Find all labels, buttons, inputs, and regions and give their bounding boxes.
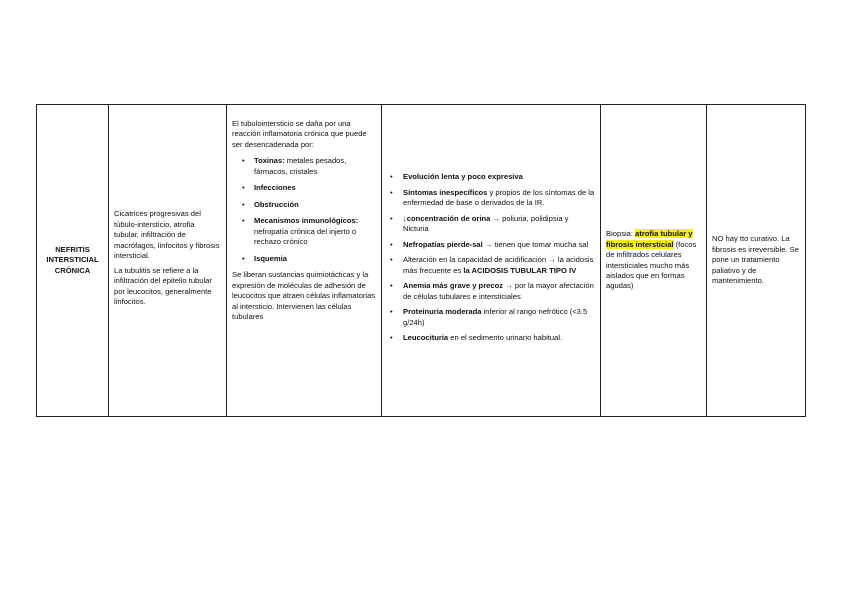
- trigger-item-ischemia: • Isquemia: [240, 254, 376, 264]
- treatment-text: NO hay tto curativo. La fibrosis es irreversible. Se pone un tratamiento paliativo y de mantenimiento.: [712, 234, 799, 286]
- disease-title-cell: [37, 105, 109, 417]
- clinical-item: • Leucocituria en el sedimento urinario habitual.: [387, 333, 595, 343]
- trigger-list: [240, 156, 376, 264]
- definition-paragraph-1: Cicatrices progresivas del túbulo-intersticio, atrofia tubular, infiltración de macrófagos, linfocitos y fibrosis intersticial.: [114, 209, 220, 261]
- clinical-item: • Anemia más grave y precoz → por la mayor afectación de células tubulares e intersticiales: [387, 281, 595, 302]
- clinical-item: • Evolución lenta y poco expresiva: [387, 172, 595, 182]
- clinical-item: • Proteinuria moderada inferior al rango nefrótico (<3.5 g/24h): [387, 307, 595, 328]
- definition-paragraph-2: La tubulitis se refiere a la infiltración del epitelio tubular por leucocitos, generalmente linfocitos.: [114, 265, 212, 307]
- diagnosis-highlight: atrofia tubular y fibrosis intersticial: [606, 229, 693, 249]
- clinical-item: • Alteración en la capacidad de acidificación → la acidosis más frecuente es la ACIDOSIS TUBULAR TIPO IV: [387, 255, 595, 276]
- mechanism-cell: [227, 105, 382, 417]
- mechanism-intro: El tubulointersticio se daña por una reacción inflamatoria crónica que puede ser desencadenada por:: [232, 119, 367, 149]
- trigger-item-infections: • Infecciones: [240, 183, 376, 193]
- diagnosis-cell: [601, 105, 707, 417]
- disease-title: NEFRITIS INTERSTICIAL CRÓNICA: [46, 244, 99, 275]
- diagnosis-prefix: Biopsia:: [606, 229, 636, 239]
- diagnosis-detail: (focos de infiltrados celulares intersticiales mucho más aislados que en formas agudas): [606, 239, 697, 291]
- trigger-item-obstruction: • Obstrucción: [240, 200, 376, 210]
- clinical-list: [387, 172, 595, 343]
- trigger-item-immune: • Mecanismos inmunológicos: nefropatía crónica del injerto o rechazo crónico: [240, 216, 376, 247]
- treatment-cell: [707, 105, 806, 417]
- trigger-item-toxins: • Toxinas: metales pesados, fármacos, cristales: [240, 156, 376, 177]
- clinical-item: • Nefropatías pierde-sal → tienen que tomar mucha sal: [387, 240, 595, 250]
- table-row: [37, 105, 806, 417]
- mechanism-outro: Se liberan sustancias quimiotácticas y la expresión de moléculas de adhesión de leucocitos que atraen células inflamatorias al intersticio. Intervienen las células tubulares: [232, 270, 376, 322]
- clinical-item: • ↓concentración de orina → poliuria, polidipsia y Nicturia: [387, 214, 595, 235]
- clinical-item: • Síntomas inespecíficos y propios de los síntomas de la enfermedad de base o derivados de la IR.: [387, 188, 595, 209]
- clinical-cell: [382, 105, 601, 417]
- disease-table: [36, 104, 806, 417]
- definition-cell: [109, 105, 227, 417]
